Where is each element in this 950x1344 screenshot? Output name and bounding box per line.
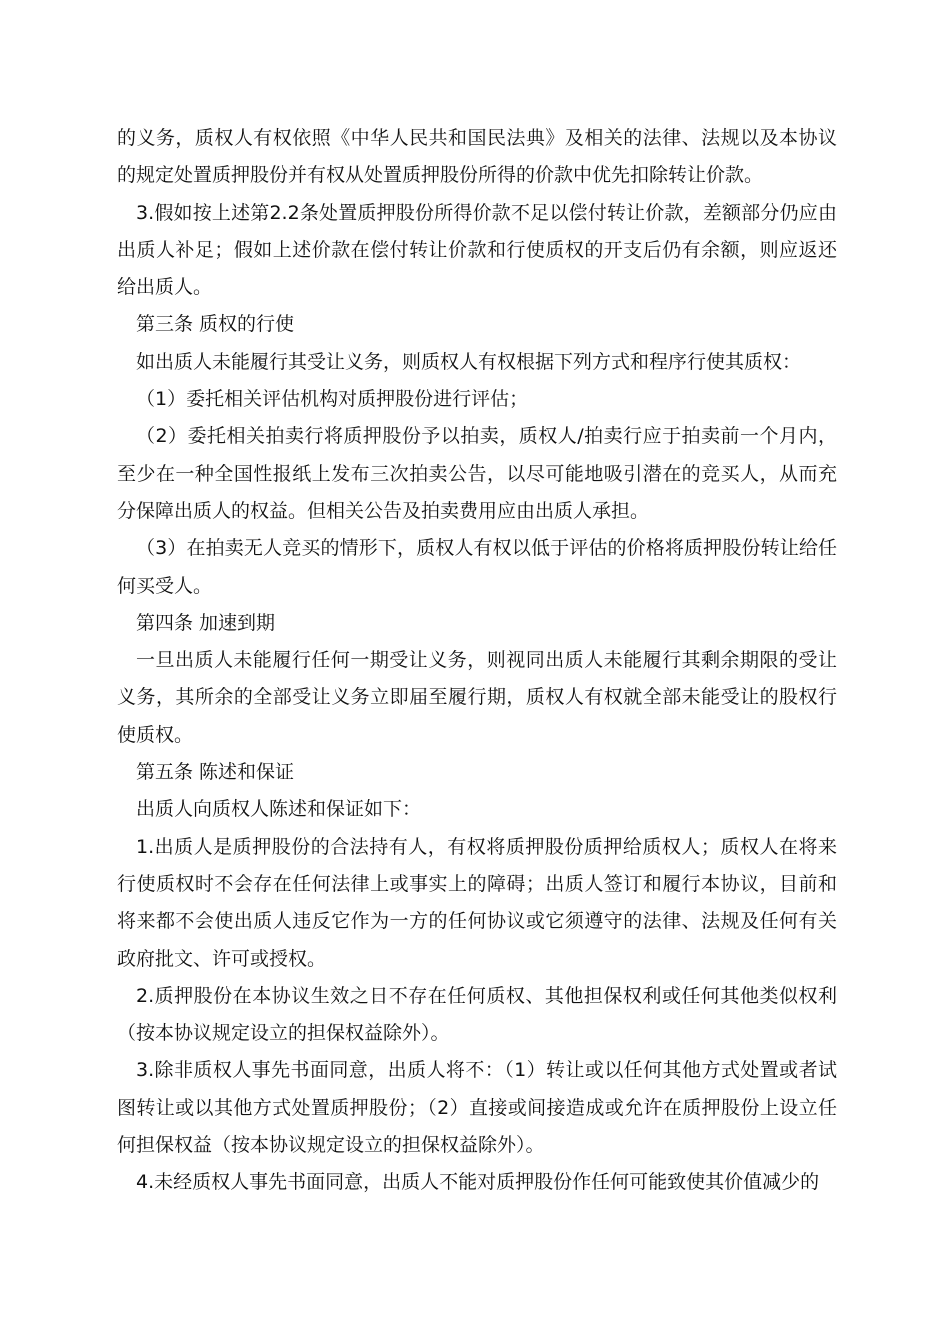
list-item: （2）委托相关拍卖行将质押股份予以拍卖，质权人/拍卖行应于拍卖前一个月内，至少在一种全国性报纸上发布三次拍卖公告，以尽可能地吸引潜在的竞买人，从而充分保障出质人的权益。但相关公告及拍卖费用应由出质人承担。 — [117, 425, 837, 522]
section-heading: 第五条 陈述和保证 — [136, 761, 295, 784]
paragraph: 的义务，质权人有权依照《中华人民共和国民法典》及相关的法律、法规以及本协议的规定处置质押股份并有权从处置质押股份所得的价款中优先扣除转让价款。 — [117, 127, 837, 187]
list-item: 3.除非质权人事先书面同意，出质人将不：（1）转让或以任何其他方式处置或者试图转让或以其他方式处置质押股份；（2）直接或间接造成或允许在质押股份上设立任何担保权益（按本协议规定设立的担保权益除外）。 — [117, 1059, 837, 1157]
paragraph: 3.假如按上述第2.2条处置质押股份所得价款不足以偿付转让价款，差额部分仍应由出质人补足；假如上述价款在偿付转让价款和行使质权的开支后仍有余额，则应返还给出质人。 — [117, 201, 837, 299]
document-page — [117, 120, 837, 1202]
paragraph: 一旦出质人未能履行任何一期受让义务，则视同出质人未能履行其剩余期限的受让义务，其所余的全部受让义务立即届至履行期，质权人有权就全部未能受让的股权行使质权。 — [117, 649, 837, 746]
list-item: （3）在拍卖无人竞买的情形下，质权人有权以低于评估的价格将质押股份转让给任何买受人。 — [117, 537, 837, 597]
list-item: 1.出质人是质押股份的合法持有人，有权将质押股份质押给质权人；质权人在将来行使质权时不会存在任何法律上或事实上的障碍；出质人签订和履行本协议，目前和将来都不会使出质人违反它作为一方的任何协议或它须遵守的法律、法规及任何有关政府批文、许可或授权。 — [117, 835, 837, 970]
paragraph: 如出质人未能履行其受让义务，则质权人有权根据下列方式和程序行使其质权： — [136, 350, 802, 373]
section-heading: 第四条 加速到期 — [136, 611, 276, 634]
list-item: 4.未经质权人事先书面同意，出质人不能对质押股份作任何可能致使其价值减少的 — [136, 1171, 820, 1194]
list-item: （1）委托相关评估机构对质押股份进行评估； — [136, 388, 529, 411]
section-heading: 第三条 质权的行使 — [136, 313, 295, 336]
paragraph: 出质人向质权人陈述和保证如下： — [136, 798, 422, 821]
list-item: 2.质押股份在本协议生效之日不存在任何质权、其他担保权利或任何其他类似权利（按本协议规定设立的担保权益除外）。 — [117, 984, 837, 1045]
